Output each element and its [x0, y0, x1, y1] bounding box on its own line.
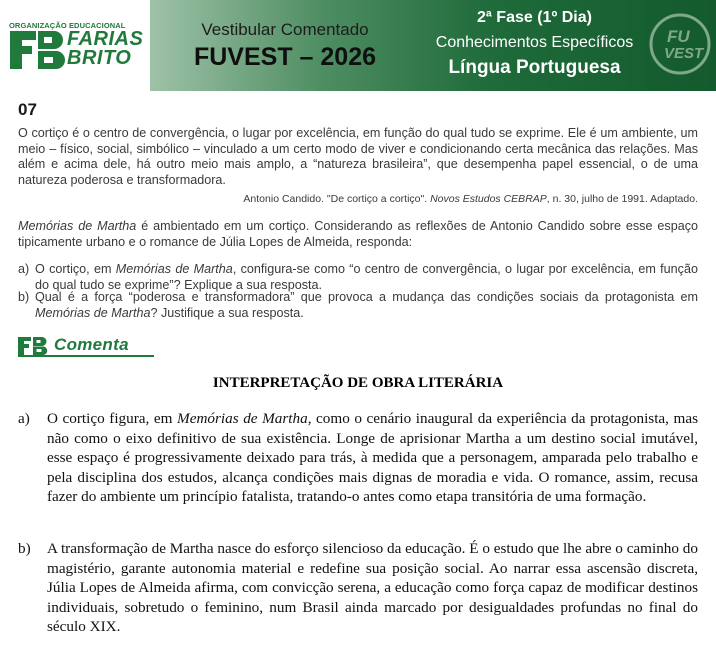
option-a-text [35, 262, 698, 293]
option-a-label: a) [18, 262, 30, 276]
comenta-banner [18, 336, 154, 358]
answer-a-text [47, 409, 698, 507]
answer-b [18, 539, 698, 637]
prompt-text: é ambientado em um cortiço. Considerando as reflexões de Antonio Candido sobre esse espaço tipicamente urbano e o romance de Júlia Lopes de Almeida, responda: [18, 219, 699, 249]
question-option-b [18, 290, 698, 321]
answer-a-post: , como o cenário inaugural da experiência da protagonista, mas não como o eixo definitivo de sua existência. Longe de aprisionar Martha a um destino social imutável, esse espaço é progressivamente deixado para trás, à medida que a personagem, amparada pelo trabalho e pela disciplina dos estudos, alcança condições mais dignas de moradia e vida. O romance, assim, recusa fazer do ambiente um princípio fatalista, tratando-o antes como etapa transitória de uma formação. [47, 410, 698, 505]
answer-b-text: A transformação de Martha nasce do esforço silencioso da educação. É o estudo que lhe abre o caminho do magistério, garante autonomia material e redefine sua posição social. Ao narrar essa ascensão discreta, Júlia Lopes de Almeida afirma, com convicção serena, a educação como força capaz de modificar destinos individuais, sobretudo o feminino, num Brasil ainda marcado por desigualdades profundas no final do século XIX. [47, 540, 698, 635]
answer-a-pre: O cortiço figura, em [47, 410, 178, 427]
header-area: Conhecimentos Específicos [435, 34, 634, 51]
header-phase: 2ª Fase (1º Dia) [477, 9, 592, 26]
fb-comenta-mark-icon [18, 337, 48, 355]
logo-words [67, 30, 143, 68]
fuvest-seal-icon [648, 12, 712, 76]
header-subtitle: Vestibular Comentado [201, 20, 369, 39]
option-b-text [35, 290, 698, 321]
answer-a [18, 409, 698, 507]
source-author: Antonio Candido. "De cortiço a cortiço". [243, 193, 431, 205]
answer-a-label: a) [18, 410, 30, 427]
answer-a-book-title: Memórias de Martha [177, 410, 308, 427]
source-journal: Novos Estudos CEBRAP [430, 193, 547, 205]
comenta-label: Comenta [54, 335, 129, 354]
header-banner [0, 0, 716, 91]
logo-org-text: ORGANIZAÇÃO EDUCACIONAL [9, 21, 126, 30]
answer-b-label: b) [18, 540, 31, 557]
fb-logo-mark-icon [10, 31, 65, 69]
prompt-book-title: Memórias de Martha [18, 219, 137, 233]
answer-title: INTERPRETAÇÃO DE OBRA LITERÁRIA [212, 375, 504, 391]
svg-text:VEST: VEST [664, 45, 704, 62]
question-prompt [18, 219, 698, 250]
header-subject: Língua Portuguesa [448, 57, 621, 78]
option-a-book-title: Memórias de Martha [115, 262, 233, 276]
question-excerpt: O cortiço é o centro de convergência, o lugar por excelência, em função do qual tudo se exprime. Ele é um ambiente, um meio – físico, social, simbólico – vinculado a um certo modo de viver e condicionando certa mecânica das relações. Mas além e acima dele, há outro meio mais amplo, a “natureza brasileira”, que desempenha papel essencial, o de uma natureza poderosa e transformadora. [18, 126, 698, 187]
logo-word-brito: BRITO [67, 47, 132, 69]
logo-word-farias: FARIAS [67, 28, 144, 50]
question-number: 07 [18, 100, 37, 119]
option-a-post: , configura-se como “o centro de convergência, o lugar por excelência, em função do qual tudo se exprime”? Explique a sua resposta. [35, 262, 698, 292]
comenta-underline [18, 355, 154, 357]
option-b-label: b) [18, 290, 30, 304]
source-details: , n. 30, julho de 1991. Adaptado. [546, 193, 698, 205]
option-b-pre: Qual é a força “poderosa e transformadora” que provoca a mudança das condições sociais da protagonista em [35, 290, 698, 304]
question-option-a [18, 262, 698, 293]
farias-brito-logo [0, 0, 150, 91]
excerpt-source [243, 193, 698, 205]
header-gradient-band [150, 0, 716, 91]
header-title: FUVEST – 2026 [193, 43, 377, 71]
option-b-post: ? Justifique a sua resposta. [150, 305, 304, 320]
option-b-book-title: Memórias de Martha [35, 305, 151, 320]
option-a-pre: O cortiço, em [35, 262, 116, 276]
svg-text:FU: FU [667, 27, 690, 46]
